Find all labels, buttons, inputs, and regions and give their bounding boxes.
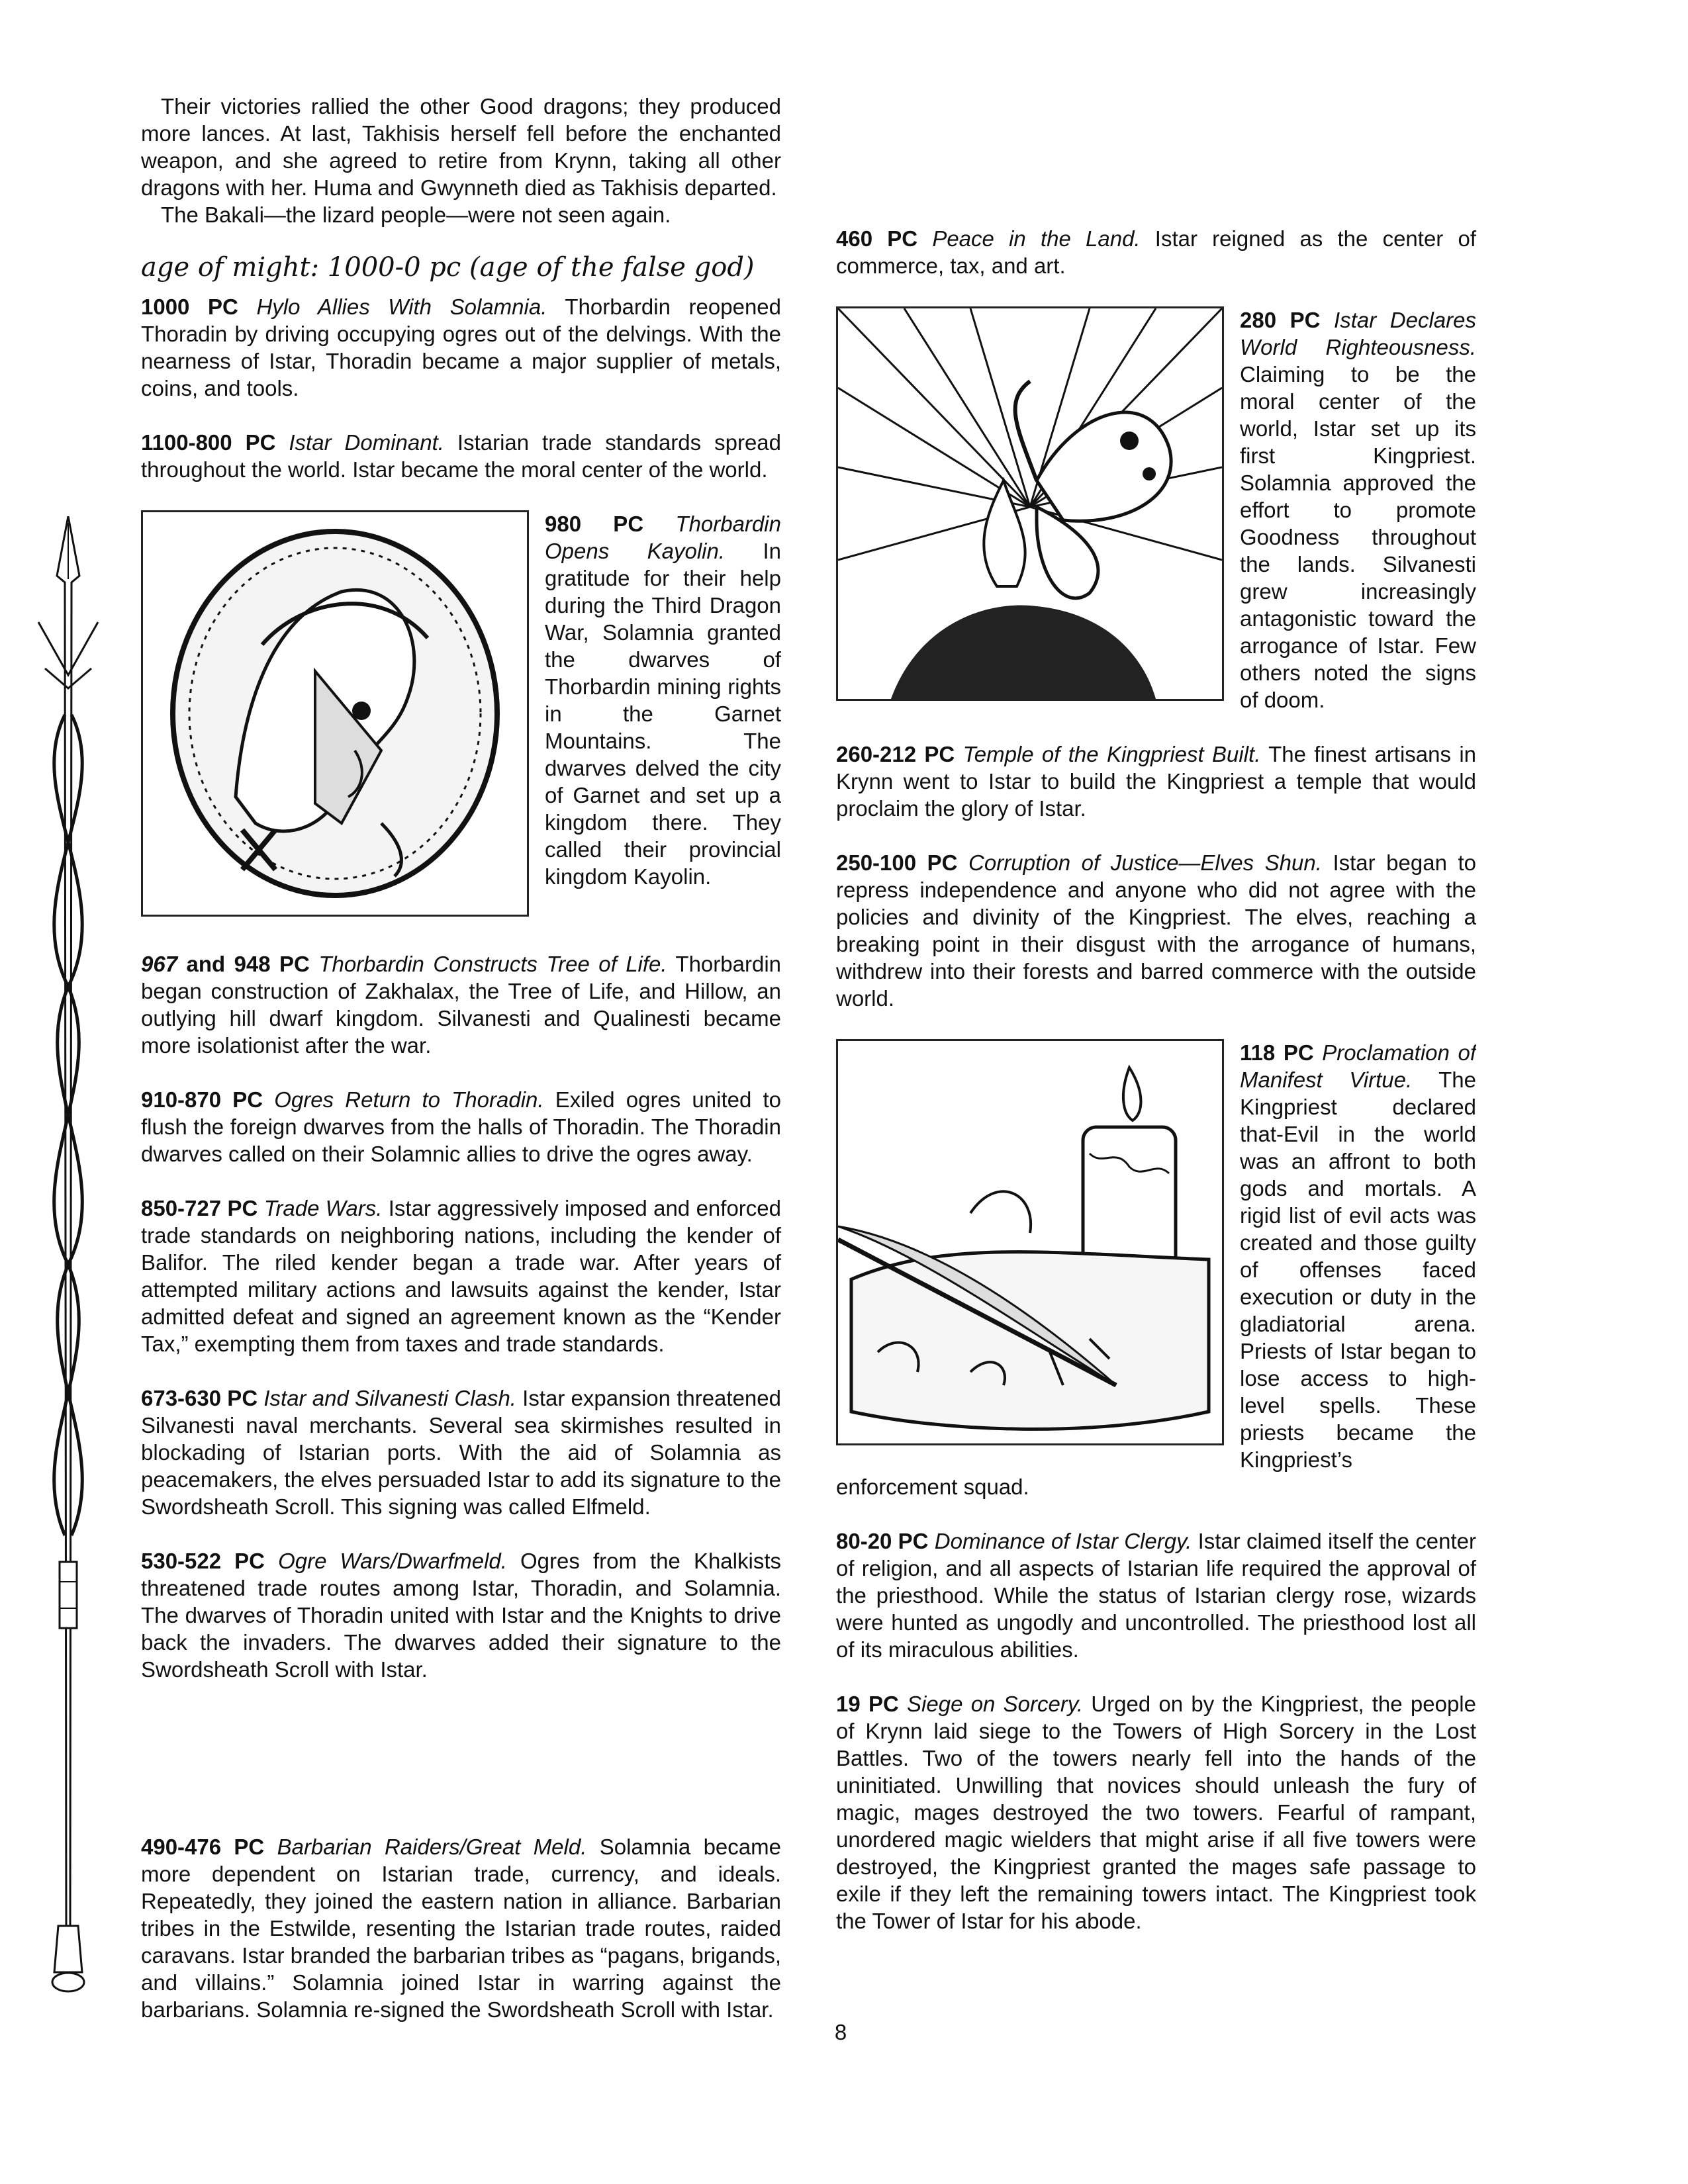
entry-250-100-pc: 250-100 PC Corruption of Justice—Elves Shun. Istar began to repress independence and anyone who did not agree with the policies and divinity of the Kingpriest. The elves, reaching a breaking point in their disgust with the arrogance of humans, withdrew into their forests and barred commerce with the outside world. [836, 850, 1476, 1011]
page-number: 8 [834, 2020, 847, 2044]
entry-260-212-pc: 260-212 PC Temple of the Kingpriest Built. The finest artisans in Krynn went to Istar to build the Kingpriest a temple that would proclaim the glory of Istar. [836, 742, 1477, 821]
entry-490-476-pc-text: 490-476 PC Barbarian Raiders/Great Meld. Solamnia became more dependent on Istarian trade, currency, and ideals. Repeatedly, they joined the eastern nation in alliance. Barbarian tribes in the Estwilde, resenting the Istarian trade routes, raided caravans. Istar branded the barbarian tribes as “pagans, brigands, and villains.” Solamnia joined Istar in warring against the barbarians. Solamnia re-signed the Swordsheath Scroll with Istar. [141, 1835, 781, 2022]
entry-967-948-pc: 967 and 948 PC Thorbardin Constructs Tree of Life. Thorbardin began construction of Zakhalax, the Tree of Life, and Hillow, an outlying hill dwarf kingdom. Silvanesti and Qualinesti became more isolationist after the war. [141, 952, 782, 1058]
entry-910-870-pc: 910-870 PC Ogres Return to Thoradin. Exiled ogres united to flush the foreign dwarves from the halls of Thoradin. The Thoradin dwarves called on their Solamnic allies to drive the ogres away. [141, 1087, 782, 1166]
butterfly-flame-illustration [836, 306, 1224, 701]
entry-850-727-pc: 850-727 PC Trade Wars. Istar aggressively imposed and enforced trade standards on neighboring nations, including the kender of Balifor. The riled kender began a trade war. After years of attempted military actions and lawsuits against the kender, Istar admitted defeat and signed an agreement known as the “Kender Tax,” exempting them from taxes and trade standards. [141, 1196, 781, 1356]
entry-19-pc: 19 PC Siege on Sorcery. Urged on by the Kingpriest, the people of Krynn laid siege to the Towers of High Sorcery in the Lost Battles. Two of the towers nearly fell into the hands of the uninitiated. Unwilling that novices should unleash the fury of magic, mages destroyed the two towers. Fearful of rampant, unordered magic wielders that might arise if all five towers were destroyed, the Kingpriest granted the mages safe passage to exile if they left the remaining towers intact. The Kingpriest took the Tower of Istar for his abode. [836, 1692, 1476, 1933]
entry-280-pc-block [836, 306, 1476, 713]
entry-118-pc-block [836, 1039, 1476, 1500]
entry-1100-800-pc: 1100-800 PC Istar Dominant. Istarian trade standards spread throughout the world. Istar became the moral center of the world. [141, 430, 782, 482]
entry-80-20-pc: 80-20 PC Dominance of Istar Clergy. Istar claimed itself the center of religion, and all aspects of Istarian life required the approval of the priesthood. While the status of Istarian clergy rose, wizards were hunted as ungodly and uncontrolled. The priesthood lost all of its miraculous abilities. [836, 1529, 1476, 1662]
chapter-heading: age of might: 1000-0 pc (age of the false god) [141, 252, 755, 283]
candle-quill-illustration [836, 1039, 1224, 1445]
entry-118-pc: 118 PC Proclamation of Manifest Virtue. The Kingpriest declared that-Evil in the world was an affront to both gods and mortals. A rigid list of evil acts was created and those guilty of offenses faced execution or duty in the gladiatorial arena. Priests of Istar began to lose access to high-level spells. These priests became the Kingpriest’s enforcement squad. [836, 1040, 1476, 1499]
entry-280-pc: 280 PC Istar Declares World Righteousness. Claiming to be the moral center of the world, Istar set up its first Kingpriest. Solamnia approved the effort to promote Goodness throughout the lands. Silvanesti grew increasingly antagonistic toward the arrogance of Istar. Few others noted the signs of doom. [1240, 308, 1476, 712]
entry-980-pc: 980 PC Thorbardin Opens Kayolin. In gratitude for their help during the Third Dragon War, Solamnia granted the dwarves of Thorbardin mining rights in the Garnet Mountains. The dwarves delved the city of Garnet and set up a kingdom there. They called their provincial kingdom Kayolin. [545, 512, 781, 889]
right-column-body [836, 225, 1476, 1962]
intro-paragraph-2: The Bakali—the lizard people—were not seen again. [161, 203, 671, 227]
coin-illustration [141, 510, 529, 917]
entry-460-pc: 460 PC Peace in the Land. Istar reigned as the center of commerce, tax, and art. [836, 226, 1477, 278]
entry-1000-pc: 1000 PC Hylo Allies With Solamnia. Thorbardin reopened Thoradin by driving occupying ogres out of the delvings. With the nearness of Istar, Thoradin became a major supplier of metals, coins, and tools. [141, 295, 781, 400]
intro-paragraph-1: Their victories rallied the other Good dragons; they produced more lances. At last, Takhisis herself fell before the enchanted weapon, and she agreed to retire from Krynn, taking all other dragons with her. Huma and Gwynneth died as Takhisis departed. [141, 94, 781, 200]
entry-980-pc-block [141, 510, 781, 923]
entry-490-476-pc-container [141, 1833, 781, 2023]
entry-673-630-pc: 673-630 PC Istar and Silvanesti Clash. Istar expansion threatened Silvanesti naval merchants. Several sea skirmishes resulted in blockading of Istarian ports. With the aid of Solamnia as peacemakers, the elves persuaded Istar to add its signature to the Swordsheath Scroll. This signing was called Elfmeld. [141, 1386, 781, 1519]
spear-border-decoration [25, 516, 111, 1999]
entry-530-522-pc: 530-522 PC Ogre Wars/Dwarfmeld. Ogres from the Khalkists threatened trade routes among Istar, Thoradin, and Solamnia. The dwarves of Thoradin united with Istar and the Knights to drive back the invaders. The dwarves added their signature to the Swordsheath Scroll with Istar. [141, 1549, 781, 1682]
left-column [141, 93, 781, 1710]
